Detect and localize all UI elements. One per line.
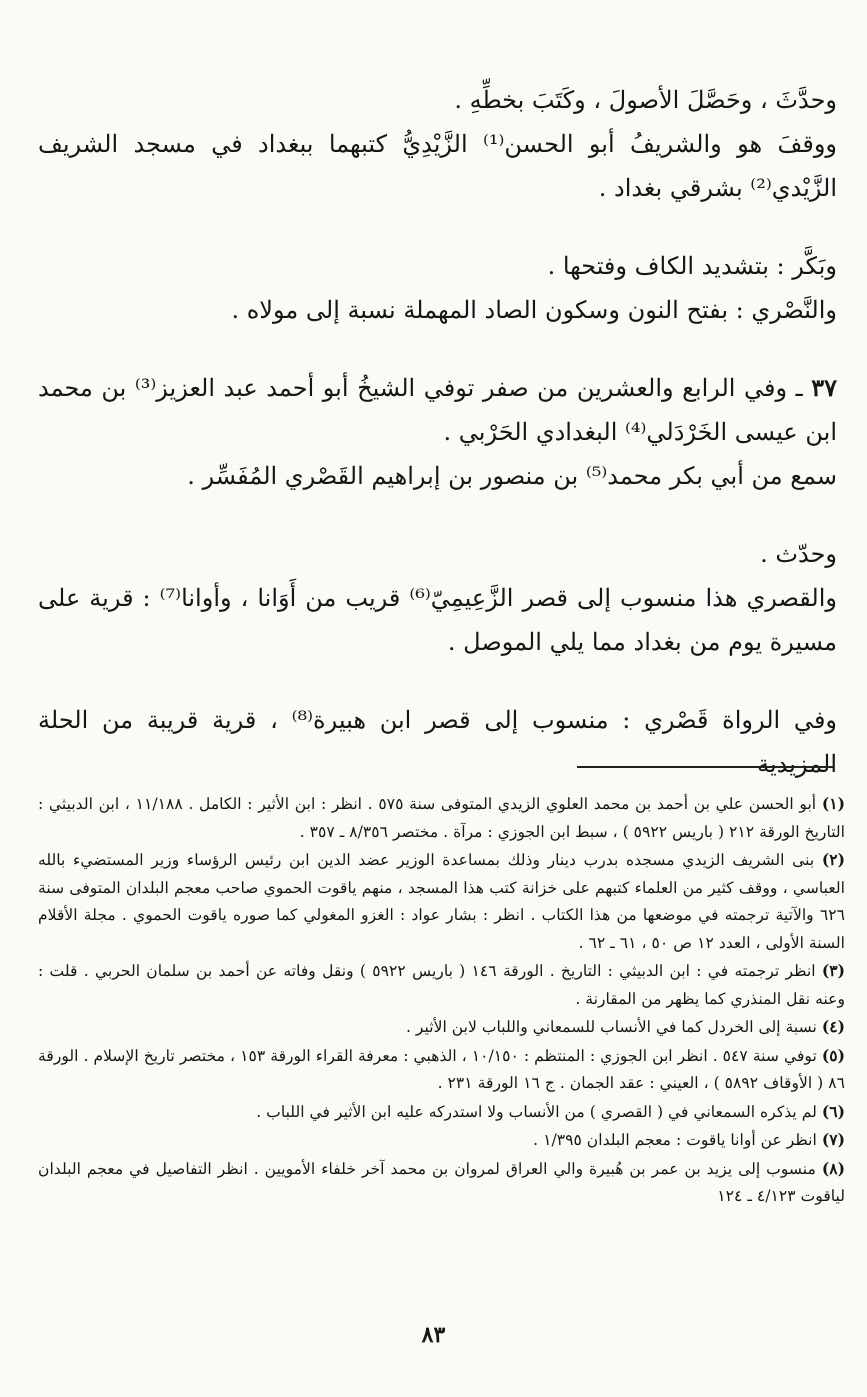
footnote-item [38, 1126, 845, 1155]
footnote-text: انظر عن أوانا ياقوت : معجم البلدان ١/٣٩٥ . [533, 1131, 817, 1149]
footnote-text: توفي سنة ٥٤٧ . انظر ابن الجوزي : المنتظم : ١٠/١٥٠ ، الذهبي : معرفة القراء الورقة ١٥٣ ، مختصر تاريخ الإسلام . الورقة ٨٦ ( الأوقاف ٥٨٩٢ ) ، العيني : عقد الجمان . ج ١٦ الورقة ٢٣١ . [38, 1046, 845, 1092]
entry-number: ٣٧ [811, 373, 837, 402]
footnote-number: (٥) [821, 1045, 845, 1065]
paragraph-line: والقصري هذا منسوب إلى قصر الزَّعِيمِيّ⁽⁶⁾ قريب من أَوَانا ، وأوانا⁽⁷⁾ : قرية على مسيرة يوم من بغداد مما يلي الموصل . [38, 584, 837, 656]
paragraph-line: وفي الرواة قَصْري : منسوب إلى قصر ابن هبيرة⁽⁸⁾ ، قرية قريبة من الحلة المزيدية [38, 706, 838, 778]
footnote-text: أبو الحسن علي بن أحمد بن محمد العلوي الزيدي المتوفى سنة ٥٧٥ . انظر : ابن الأثير : الكامل . ١١/١٨٨ ، ابن الدبيثي : التاريخ الورقة ٢١٢ ( باريس ٥٩٢٢ ) ، سبط ابن الجوزي : مرآة . مختصر ٨/٣٥٦ ـ ٣٥٧ . [38, 795, 845, 841]
footnotes [38, 790, 845, 1211]
footnote-text: انظر ترجمته في : ابن الدبيثي : التاريخ . الورقة ١٤٦ ( باريس ٥٩٢٢ ) ونقل وفاته عن أحمد بن سلمان الحربي . قلت : وعنه نقل المنذري كما يظهر من المقارنة . [38, 962, 845, 1008]
entry-heading [38, 366, 837, 454]
paragraph-line: وبَكَّر : بتشديد الكاف وفتحها . [547, 252, 837, 280]
page-number: ٨٣ [421, 1322, 446, 1348]
footnote-text: بنى الشريف الزيدي مسجده بدرب دينار وذلك بمساعدة الوزير عضد الدين ابن رئيس الرؤساء وزير المستضيء بالله العباسي ، ووقف كثير من العلماء كتبهم على خزانة كتب هذا المسجد ، منهم ياقوت الحموي صاحب معجم البلدان المتوفى سنة ٦٢٦ والآتية ترجمته في موضعها من هذا الكتاب . انظر : بشار عواد : الغزو المغولي كما صوره ياقوت الحموي . مجلة الأقلام السنة الأولى ، العدد ١٢ ص ٥٠ ، ٦١ ـ ٦٢ . [38, 851, 845, 952]
footnote-item [38, 1042, 845, 1098]
paragraph-line: سمع من أبي بكر محمد⁽⁵⁾ بن منصور بن إبراهيم القَصْري المُفَسِّر . [187, 462, 837, 490]
paragraph-line: وحدّث . [760, 540, 837, 568]
footnote-number: (٢) [821, 850, 845, 869]
footnote-text: نسبة إلى الخردل كما في الأنساب للسمعاني واللباب لابن الأثير . [406, 1018, 817, 1036]
paragraph-line: وحدَّثَ ، وحَصَّلَ الأصولَ ، وكَتَبَ بخطِّهِ . [454, 86, 837, 114]
entry-text: ـ وفي الرابع والعشرين من صفر توفي الشيخُ أبو أحمد عبد العزيز⁽³⁾ بن محمد ابن عيسى الخَرْدَلي⁽⁴⁾ البغدادي الحَرْبي . [38, 374, 837, 446]
footnote-item [38, 846, 845, 957]
footnote-text: منسوب إلى يزيد بن عمر بن هُبيرة والي العراق لمروان بن محمد آخر خلفاء الأمويين . انظر التفاصيل في معجم البلدان لياقوت ٤/١٢٣ ـ ١٢٤ [38, 1159, 845, 1205]
footnote-number: (٧) [821, 1130, 845, 1149]
footnote-text: لم يذكره السمعاني في ( القصري ) من الأنساب ولا استدركه عليه ابن الأثير في اللباب . [256, 1102, 817, 1121]
footnote-item [38, 1013, 845, 1042]
paragraph-line: والنَّصْري : بفتح النون وسكون الصاد المهملة نسبة إلى مولاه . [231, 296, 837, 324]
footnote-number: (٦) [821, 1101, 845, 1121]
footnote-item [38, 957, 845, 1013]
footnote-item [38, 790, 845, 846]
footnote-number: (٤) [821, 1017, 845, 1036]
footnote-divider [577, 766, 833, 768]
paragraph-line: ووقفَ هو والشريفُ أبو الحسن⁽¹⁾ الزَّيْدِيُّ كتبهما ببغداد في مسجد الشريف الزَّيْدي⁽²⁾ بشرقي بغداد . [38, 130, 838, 202]
footnote-item [38, 1155, 845, 1211]
footnote-number: (١) [821, 794, 845, 813]
footnote-number: (٣) [821, 961, 845, 980]
main-text [38, 78, 837, 786]
footnote-item [38, 1098, 845, 1127]
footnote-number: (٨) [821, 1158, 845, 1178]
